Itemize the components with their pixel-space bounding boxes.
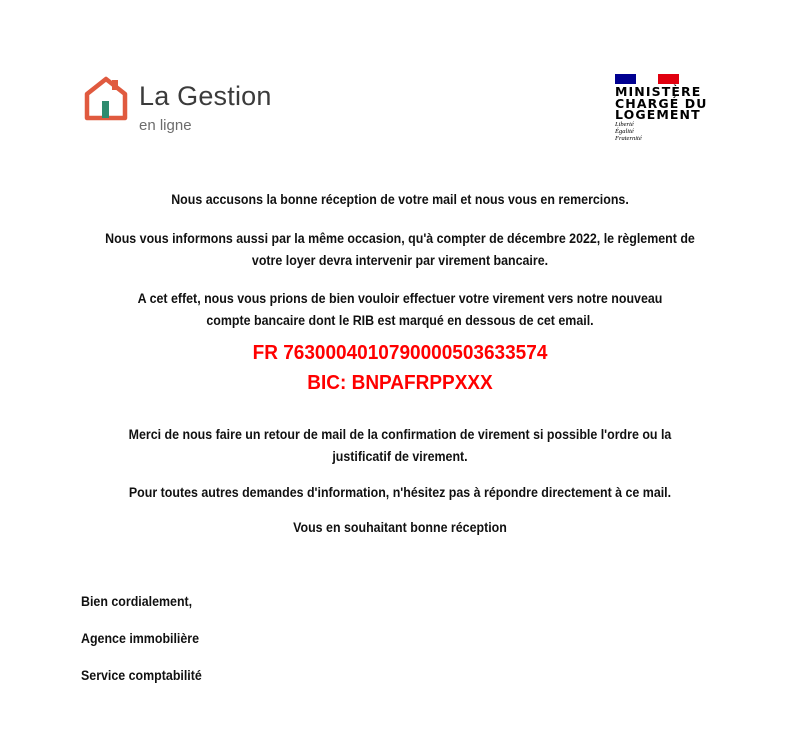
signature-agency: Agence immobilière [81, 631, 200, 646]
signature-closing: Bien cordialement, [81, 594, 193, 609]
ministry-name [615, 86, 708, 121]
ministry-line: CHARGÉ DU [615, 95, 708, 111]
paragraph-payment-change: Nous vous informons aussi par la même occasion, qu'à compter de décembre 2022, le règlement de votre loyer devra intervenir par virement bancaire. [105, 231, 695, 268]
paragraph-new-account: A cet effet, nous vous prions de bien vouloir effectuer votre virement vers notre nouveau compte bancaire dont le RIB est marqué en dessous de cet email. [137, 291, 663, 328]
signature-service: Service comptabilité [81, 668, 202, 683]
brand-name: La Gestion [139, 81, 272, 111]
ministry-logo [615, 74, 775, 144]
brand-subtitle: en ligne [139, 117, 192, 134]
ministry-line: MINISTÈRE [615, 84, 702, 99]
la-gestion-logo [82, 74, 302, 134]
paragraph-confirmation-request: Merci de nous faire un retour de mail de la confirmation de virement si possible l'ordre ou la justificatif de virement. [128, 427, 672, 464]
motto-line: Fraternité [615, 135, 642, 142]
house-icon [82, 74, 130, 122]
paragraph-acknowledgement: Nous accusons la bonne réception de votre mail et nous vous en remercions. [171, 192, 629, 207]
bic-code: BIC: BNPAFRPPXXX [307, 372, 493, 394]
paragraph-closing-wish: Vous en souhaitant bonne réception [293, 520, 507, 535]
ministry-line: LOGEMENT [615, 107, 701, 122]
french-flag-icon [615, 74, 679, 84]
motto-line: Égalité [615, 128, 634, 135]
motto-line: Liberté [615, 121, 634, 128]
paragraph-other-requests: Pour toutes autres demandes d'information, n'hésitez pas à répondre directement à ce mail. [128, 485, 672, 500]
iban-number: FR 7630004010790000503633574 [252, 342, 548, 364]
republic-motto [615, 121, 642, 142]
